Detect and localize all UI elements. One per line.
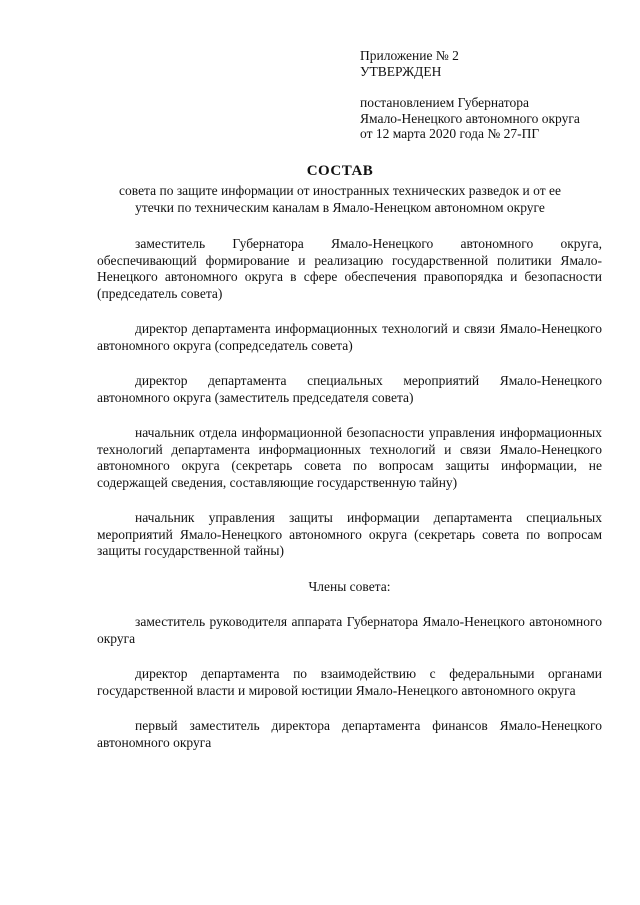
approval-gap bbox=[360, 79, 620, 95]
appendix-number: Приложение № 2 bbox=[360, 48, 459, 63]
leader-item-co-chairman: директор департамента информационных технологий и связи Ямало-Ненецкого автономного округа (сопредседатель совета) bbox=[97, 321, 602, 353]
approved-label: УТВЕРЖДЕН bbox=[360, 63, 442, 79]
members-heading: Члены совета: bbox=[308, 578, 391, 594]
leader-item-deputy-chairman: директор департамента специальных мероприятий Ямало-Ненецкого автономного округа (заместитель председателя совета) bbox=[97, 373, 602, 405]
leader-item-chairman: заместитель Губернатора Ямало-Ненецкого автономного округа, обеспечивающий формирование и реализацию государственной политики Ямало-Ненецкого автономного округа в сфере обеспечения правопорядка и безопасности (председатель совета) bbox=[97, 236, 602, 301]
member-item: заместитель руководителя аппарата Губернатора Ямало-Ненецкого автономного округа bbox=[97, 614, 602, 646]
composition-list bbox=[97, 236, 602, 770]
leader-item-secretary-info: начальник отдела информационной безопасности управления информационных технологий департамента информационных технологий и связи Ямало-Ненецкого автономного округа (секретарь совета по вопросам защиты информации, не содержащей сведения, составляющие государственную тайну) bbox=[97, 425, 602, 490]
member-item: первый заместитель директора департамента финансов Ямало-Ненецкого автономного округа bbox=[97, 718, 602, 750]
decree-line-3: от 12 марта 2020 года № 27-ПГ bbox=[360, 126, 540, 141]
subtitle-line-1: совета по защите информации от иностранных технических разведок и от ее bbox=[119, 183, 561, 198]
leader-item-secretary-state-secret: начальник управления защиты информации департамента специальных мероприятий Ямало-Ненецкого автономного округа (секретарь совета по вопросам защиты государственной тайны) bbox=[97, 510, 602, 558]
decree-line-2: Ямало-Ненецкого автономного округа bbox=[360, 110, 580, 126]
document-title: СОСТАВ bbox=[306, 163, 374, 179]
subtitle-line-2: утечки по техническим каналам в Ямало-Ненецком автономном округе bbox=[135, 200, 545, 215]
member-item: директор департамента по взаимодействию с федеральными органами государственной власти и мировой юстиции Ямало-Ненецкого автономного округа bbox=[97, 666, 602, 698]
document-subtitle bbox=[80, 182, 600, 216]
approval-block bbox=[360, 48, 620, 142]
decree-line-1: постановлением Губернатора bbox=[360, 95, 529, 110]
title-block bbox=[80, 162, 600, 216]
